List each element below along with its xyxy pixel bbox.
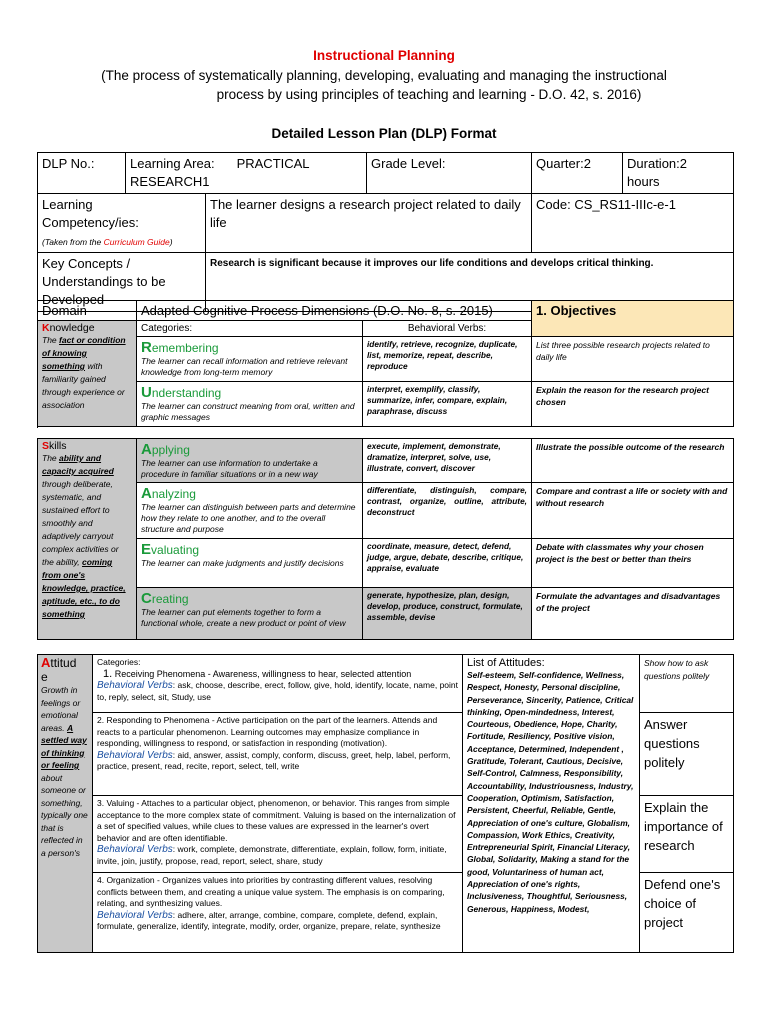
knowledge-table [37, 300, 734, 427]
analyzing-objective: Compare and contrast a life or society with and without research [532, 483, 734, 539]
skills-domain: Skills The ability and capacity acquired through deliberate, systematic, and sustained effort to smoothly and adaptively carryout complex activities or the ability, coming from one's knowledge, practice, aptitude, etc., to do something [38, 439, 137, 640]
subtitle-line1: (The process of systematically planning, developing, evaluating and managing the instructional [101, 68, 667, 83]
info-table [37, 152, 734, 312]
evaluating-objective: Debate with classmates why your chosen project is the best or better than theirs [532, 539, 734, 588]
page-title: Instructional Planning [313, 48, 455, 63]
applying-objective: Illustrate the possible outcome of the research [532, 439, 734, 483]
evaluating-verbs: coordinate, measure, detect, defend, judge, argue, debate, describe, critique, appraise, evaluate [363, 539, 532, 588]
remembering-verbs: identify, retrieve, recognize, duplicate, list, memorize, repeat, describe, reproduce [363, 337, 532, 382]
key-concepts-label-cell: Key Concepts / Understandings to be Developed [38, 253, 206, 312]
dimensions-header: Adapted Cognitive Process Dimensions (D.O. No. 8, s. 2015) [137, 301, 532, 321]
organization-cell: 4. Organization - Organizes values into priorities by contrasting different values, resolving conflicts between them, and creating a unique value system. The emphasis is on comparing, relating, and synthesizing values. Behavioral Verbs: adhere, alter, arrange, combine, compare, complete, defend, explain, formulate, generalize, identify, integrate, modify, order, organize, prepare, relate, synthesize [93, 873, 463, 953]
subtitle-line2: process by using principles of teaching and learning - D.O. 42, s. 2016) [216, 87, 642, 102]
competency-cell: The learner designs a research project related to daily life [206, 194, 532, 253]
understanding-cell: Understanding The learner can construct meaning from oral, written and graphic messages [137, 382, 363, 427]
attitude-objective-3: Explain the importance of research [640, 796, 734, 873]
categories-header: Categories: [137, 321, 363, 337]
remembering-objective: List three possible research projects related to daily life [532, 337, 734, 382]
remembering-cell: Remembering The learner can recall information and retrieve relevant knowledge from long-term memory [137, 337, 363, 382]
domain-header: Domain [38, 301, 137, 321]
evaluating-cell: Evaluating The learner can make judgments and justify decisions [137, 539, 363, 588]
format-title: Detailed Lesson Plan (DLP) Format [271, 126, 497, 141]
understanding-objective: Explain the reason for the research project chosen [532, 382, 734, 427]
dlp-no-cell: DLP No.: [38, 153, 126, 194]
analyzing-verbs: differentiate, distinguish, compare, contrast, organize, outline, attribute, deconstruct [363, 483, 532, 539]
creating-objective: Formulate the advantages and disadvantages of the project [532, 588, 734, 640]
knowledge-domain: Knowledge The fact or condition of knowing something with familiarity gained through experience or association [38, 321, 137, 427]
key-concepts-cell: Research is significant because it improves our life conditions and develops critical thinking. [206, 253, 734, 312]
creating-verbs: generate, hypothesize, plan, design, develop, produce, construct, formulate, assemble, devise [363, 588, 532, 640]
attitude-objective-2: Answer questions politely [640, 713, 734, 796]
responding-phenomena-cell: 2. Responding to Phenomena - Active participation on the part of the learners. Attends and reacts to a particular phenomenon. Learning outcomes may emphasize compliance in responding, willingness to respond, or satisfaction in responding (motivation). Behavioral Verbs: aid, answer, assist, comply, conform, discuss, greet, help, label, perform, practice, present, read, recite, report, select, tell, write [93, 713, 463, 796]
duration-cell: Duration:2 hours [623, 153, 734, 194]
code-cell: Code: CS_RS11-IIIc-e-1 [532, 194, 734, 253]
receiving-phenomena-cell: Categories: 1. Receiving Phenomena - Awareness, willingness to hear, selected attention Behavioral Verbs: ask, choose, describe, erect, follow, give, hold, identify, locate, name, point to, reply, select, sit, Study, use [93, 655, 463, 713]
valuing-cell: 3. Valuing - Attaches to a particular object, phenomenon, or behavior. This ranges from simple acceptance to the more complex state of commitment. Valuing is based on the internalization of a set of specified values, while clues to these values are expressed in the learner's overt behavior and are often identifiable. Behavioral Verbs: work, complete, demonstrate, differentiate, explain, follow, form, initiate, invite, join, justify, propose, read, report, select, share, study [93, 796, 463, 873]
analyzing-cell: Analyzing The learner can distinguish between parts and determine how they relate to one another, and to the overall structure and purpose [137, 483, 363, 539]
applying-verbs: execute, implement, demonstrate, dramatize, interpret, solve, use, illustrate, convert, discover [363, 439, 532, 483]
objectives-header: 1. Objectives [532, 301, 734, 337]
competency-label-cell: Learning Competency/ies: (Taken from the Curriculum Guide) [38, 194, 206, 253]
skills-table [37, 438, 734, 640]
learning-area-cell: Learning Area: PRACTICAL RESEARCH1 [126, 153, 367, 194]
attitude-objective-1: Show how to ask questions politely [640, 655, 734, 713]
quarter-cell: Quarter:2 [532, 153, 623, 194]
creating-cell: Creating The learner can put elements together to form a functional whole, create a new product or point of view [137, 588, 363, 640]
attitudes-list: List of Attitudes: Self-esteem, Self-confidence, Wellness, Respect, Honesty, Personal discipline, Perseverance, Sincerity, Patience, Critical thinking, Open-mindedness, Interest, Courteous, Obedience, Hope, Charity, Fortitude, Resiliency, Positive vision, Acceptance, Determined, Independent , Gratitude, Tolerant, Cautious, Decisive, Self-Control, Calmness, Responsibility, Accountability, Industriousness, Industry, Cooperation, Optimism, Satisfaction, Persistent, Cheerful, Reliable, Gentle, Appreciation of one's culture, Globalism, Compassion, Work Ethics, Creativity, Entrepreneurial Spirit, Financial Literacy, Global, Solidarity, Making a stand for the good, Voluntariness of human act, Appreciation of one's rights, Inclusiveness, Thoughtful, Seriousness, Generous, Happiness, Modest, [463, 655, 640, 953]
attitude-table [37, 654, 734, 953]
behavioral-verbs-header: Behavioral Verbs: [363, 321, 532, 337]
understanding-verbs: interpret, exemplify, classify, summarize, infer, compare, explain, paraphrase, discuss [363, 382, 532, 427]
applying-cell: Applying The learner can use information to undertake a procedure in familiar situations or in a new way [137, 439, 363, 483]
attitude-objective-4: Defend one's choice of project [640, 873, 734, 953]
grade-level-cell: Grade Level: [367, 153, 532, 194]
attitude-domain: Attitud e Growth in feelings or emotional areas. A settled way of thinking or feeling about someone or something, typically one that is reflected in a person's [38, 655, 93, 953]
